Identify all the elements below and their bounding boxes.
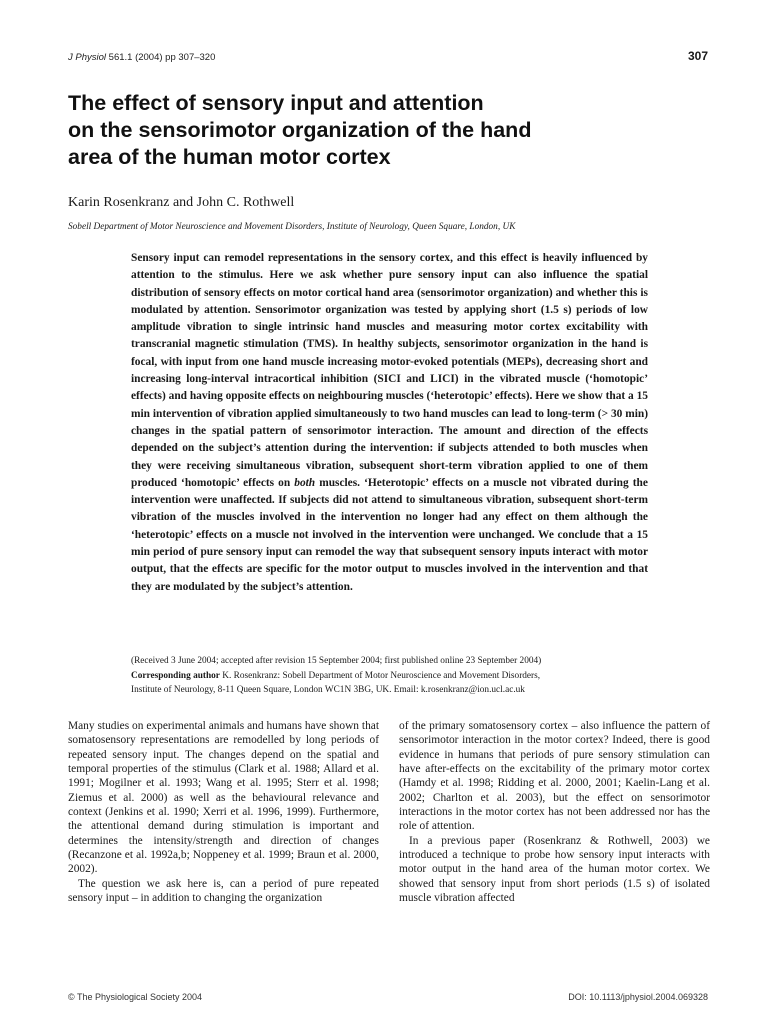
doi-link[interactable]: DOI: 10.1113/jphysiol.2004.069328 — [568, 992, 708, 1002]
title-line: The effect of sensory input and attention — [68, 91, 484, 115]
abstract-text: Sensory input can remodel representations in the sensory cortex, and this effect is heavily influenced by attention to the stimulus. Here we ask whether pure sensory input can also influence the spatial distribution of sensory effects on motor cortical hand area (sensorimotor organization) and whether this is modulated by attention. Sensorimotor organization was tested by applying short (1.5 s) periods of low amplitude vibration to single intrinsic hand muscles and measuring motor cortex excitability with transcranial magnetic stimulation (TMS). In healthy subjects, sensorimotor organization in the hand is focal, with input from one hand muscle increasing motor-evoked potentials (MEPs), decreasing short and increasing long-interval intracortical inhibition (SICI and LICI) in the vibrated muscle (‘homotopic’ effects) and having opposite effects on neighbouring muscles (‘heterotopic’ effects). Here we show that a 15 min intervention of vibration applied simultaneously to two hand muscles can lead to long-term (> 30 min) changes in the spatial pattern of sensorimotor interaction. The amount and direction of the effects depended on the subject’s attention during the intervention: if subjects attended to both muscles when they were receiving simultaneous vibration, subsequent short-term vibration applied to one of them produced ‘homotopic’ effects on — [131, 252, 648, 489]
body-paragraph: In a previous paper (Rosenkranz & Rothwell, 2003) we introduced a technique to probe how sensory input interacts with motor output in the hand area of the human motor cortex. We showed that sensory input from short periods (1.5 s) of isolated muscle vibration affected — [399, 834, 710, 905]
affiliation: Sobell Department of Motor Neuroscience and Movement Disorders, Institute of Neurology, Queen Square, London, UK — [68, 222, 516, 232]
body-paragraph: Many studies on experimental animals and humans have shown that somatosensory representations are remodelled by long periods of repeated sensory input. The changes depend on the spatial and temporal properties of the stimulus (Clark et al. 1988; Allard et al. 1991; Mogilner et al. 1993; Wang et al. 1995; Sterr et al. 1998; Ziemus et al. 2000) as well as the behavioural relevance and context (Jenkins et al. 1990; Xerri et al. 1996, 1999). Furthermore, the attentional demand during stimulation is important and determines the intensity/strength and direction of changes (Recanzone et al. 1992a,b; Noppeney et al. 1999; Braun et al. 2000, 2002). — [68, 720, 379, 876]
body-left-column — [68, 719, 379, 905]
journal-reference — [68, 52, 215, 63]
body-paragraph: The question we ask here is, can a period of pure repeated sensory input – in addition to changing the organization — [68, 877, 379, 905]
corresponding-author-text: K. Rosenkranz: Sobell Department of Motor Neuroscience and Movement Disorders, — [222, 670, 541, 681]
body-right-column — [399, 719, 710, 905]
corresponding-author-address: Institute of Neurology, 8-11 Queen Square, London WC1N 3BG, UK. Email: k.rosenkranz@ion.ucl.ac.uk — [131, 685, 525, 695]
abstract-text: muscles. ‘Heterotopic’ effects on a muscle not vibrated during the intervention were unaffected. If subjects did not attend to simultaneous vibration, subsequent short-term vibration of the muscles involved in the intervention no longer had any effect on them although the ‘heterotopic’ effects on a muscle not involved in the intervention were unchanged. We conclude that a 15 min period of pure sensory input can remodel the way that subsequent sensory inputs interact with motor output, that the effects are specific for the motor output to muscles involved in the intervention and that they are modulated by the subject’s attention. — [131, 476, 648, 593]
copyright-notice: © The Physiological Society 2004 — [68, 992, 203, 1002]
abstract — [131, 250, 648, 596]
article-title — [68, 90, 688, 171]
received-dates: (Received 3 June 2004; accepted after revision 15 September 2004; first published online 23 September 2004) — [131, 656, 542, 666]
corresponding-author-line — [131, 669, 661, 684]
journal-name: J Physiol — [68, 52, 107, 63]
article-metadata — [131, 654, 661, 698]
authors: Karin Rosenkranz and John C. Rothwell — [68, 195, 295, 210]
abstract-emphasis: both — [294, 476, 316, 489]
corresponding-author-label: Corresponding author — [131, 670, 220, 681]
body-paragraph: of the primary somatosensory cortex – also influence the pattern of sensorimotor interaction in the motor cortex? Indeed, there is good evidence in humans that periods of pure sensory stimulation can have after-effects on the excitability of the primary motor cortex (Hamdy et al. 1998; Ridding et al. 2000, 2001; Kaelin-Lang et al. 2002; Charlton et al. 2003), but the effect on sensorimotor interactions in the motor cortex has not been addressed nor has the role of attention. — [399, 720, 710, 833]
page-number: 307 — [687, 49, 708, 63]
title-line: area of the human motor cortex — [68, 145, 391, 169]
title-line: on the sensorimotor organization of the hand — [68, 118, 532, 142]
journal-volume-pages: 561.1 (2004) pp 307–320 — [108, 52, 216, 63]
